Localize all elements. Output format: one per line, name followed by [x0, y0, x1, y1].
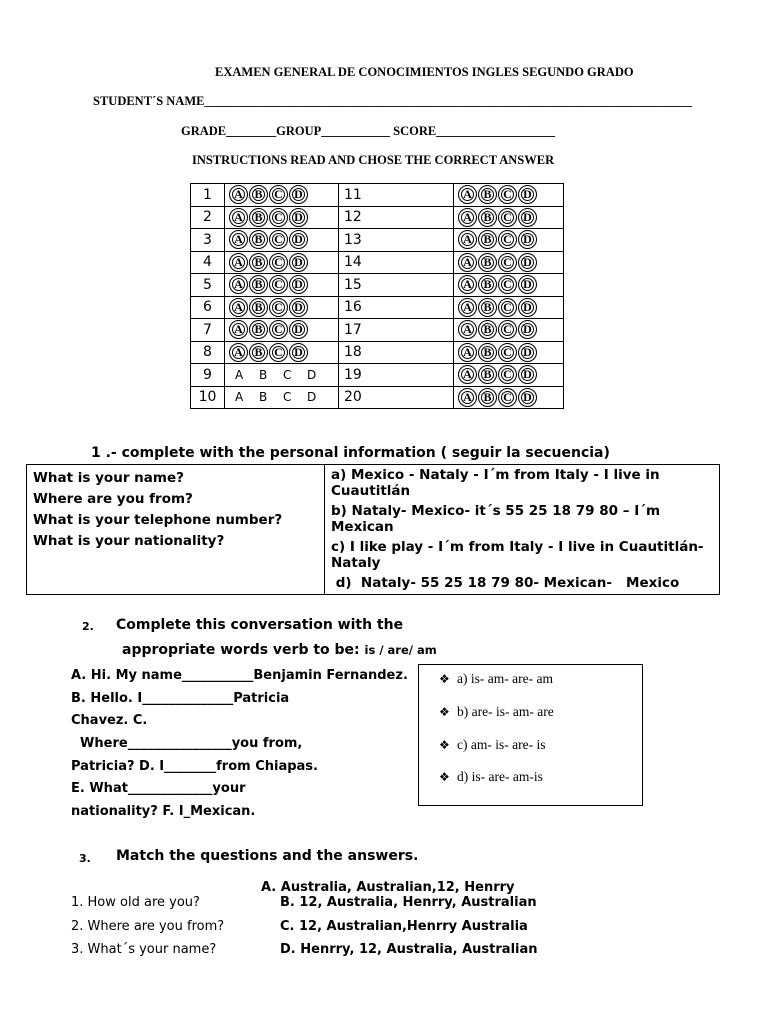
bubble-b-icon[interactable]: B: [478, 253, 497, 272]
section1-options: [325, 465, 719, 594]
bubble-a-icon[interactable]: A: [458, 365, 477, 384]
bubble-a-icon[interactable]: A: [229, 343, 248, 362]
section3-answer-d[interactable]: D. Henrry, 12, Australia, Australian: [280, 942, 538, 957]
bubble-d-icon[interactable]: D: [518, 185, 537, 204]
question-number: 9: [191, 364, 225, 387]
question-number: 14: [339, 251, 454, 274]
question-number: 6: [191, 296, 225, 319]
bubble-a-icon[interactable]: A: [229, 230, 248, 249]
section3-number: 3.: [79, 852, 91, 865]
question-number: 10: [191, 386, 225, 409]
question-number: 13: [339, 229, 454, 252]
answer-options-right-4: [454, 251, 564, 274]
bubble-a-icon[interactable]: A: [458, 343, 477, 362]
bubble-d-icon[interactable]: D: [518, 230, 537, 249]
bubble-d-icon[interactable]: D: [289, 320, 308, 339]
question-telephone: What is your telephone number?: [33, 512, 283, 528]
answer-options-left-9: [225, 364, 339, 387]
section2-option-d[interactable]: [439, 769, 543, 785]
bubble-c-icon[interactable]: C: [498, 230, 517, 249]
conversation-line-a: A. Hi. My name___________Benjamin Fernandez.: [71, 668, 408, 683]
bubble-b-icon[interactable]: B: [478, 365, 497, 384]
bubble-b-icon[interactable]: B: [478, 298, 497, 317]
question-number: 20: [339, 386, 454, 409]
conversation-line-d: Patricia? D. I________from Chiapas.: [71, 759, 318, 774]
answer-options-left-8: [225, 341, 339, 364]
question-number: 2: [191, 206, 225, 229]
exam-title: EXAMEN GENERAL DE CONOCIMIENTOS INGLES SEGUNDO GRADO: [215, 65, 634, 79]
question-nationality: What is your nationality?: [33, 533, 225, 549]
conversation-line-b: B. Hello. I______________Patricia: [71, 691, 290, 706]
bubble-a-icon[interactable]: A: [458, 208, 477, 227]
bubble-d-icon[interactable]: D: [518, 298, 537, 317]
grid-row: [191, 274, 564, 297]
section2-option-c[interactable]: [439, 737, 545, 753]
bubble-a-icon[interactable]: A: [229, 320, 248, 339]
bubble-c-icon[interactable]: C: [269, 230, 288, 249]
bubble-b-icon[interactable]: B: [259, 390, 268, 405]
bubble-a-icon[interactable]: A: [458, 320, 477, 339]
question-number: 7: [191, 319, 225, 342]
bubble-c-icon[interactable]: C: [269, 253, 288, 272]
section3-answer-b[interactable]: B. 12, Australia, Henrry, Australian: [280, 895, 537, 910]
bubble-c-icon[interactable]: C: [498, 388, 517, 407]
bubble-b-icon[interactable]: B: [478, 208, 497, 227]
section2-option-a[interactable]: [439, 671, 553, 687]
bubble-c-icon[interactable]: C: [269, 275, 288, 294]
bubble-c-icon[interactable]: C: [269, 320, 288, 339]
section1-option-d[interactable]: d) Nataly- 55 25 18 79 80- Mexican- Mexico: [331, 575, 680, 591]
section2-title-hint: is / are/ am: [364, 643, 437, 657]
bubble-d-icon[interactable]: D: [518, 320, 537, 339]
bubble-d-icon[interactable]: D: [518, 343, 537, 362]
grid-row: [191, 386, 564, 409]
section2-option-d-label: d) is- are- am-is: [457, 769, 543, 784]
answer-options-right-8: [454, 341, 564, 364]
section1-table: [26, 464, 720, 595]
answer-options-right-10: [454, 386, 564, 409]
bubble-b-icon[interactable]: B: [249, 253, 268, 272]
section3-title: Match the questions and the answers.: [116, 848, 419, 864]
bubble-a-icon[interactable]: A: [229, 275, 248, 294]
bubble-c-icon[interactable]: C: [283, 367, 292, 382]
question-number: 19: [339, 364, 454, 387]
bubble-a-icon[interactable]: A: [458, 388, 477, 407]
answer-options-left-2: [225, 206, 339, 229]
answer-options-right-7: [454, 319, 564, 342]
bubble-b-icon[interactable]: B: [478, 320, 497, 339]
answer-options-left-5: [225, 274, 339, 297]
bubble-c-icon[interactable]: C: [283, 390, 292, 405]
diamond-bullet-icon: ❖: [439, 672, 450, 686]
bubble-c-icon[interactable]: C: [498, 253, 517, 272]
bubble-c-icon[interactable]: C: [498, 298, 517, 317]
bubble-c-icon[interactable]: C: [498, 320, 517, 339]
section2-option-c-label: c) am- is- are- is: [457, 737, 546, 752]
section2-title-text: appropriate words verb to be:: [122, 642, 360, 658]
bubble-d-icon[interactable]: D: [289, 230, 308, 249]
bubble-b-icon[interactable]: B: [478, 185, 497, 204]
grid-row: [191, 296, 564, 319]
answer-options-right-6: [454, 296, 564, 319]
conversation-line-b2: Chavez. C.: [71, 713, 148, 728]
bubble-c-icon[interactable]: C: [498, 365, 517, 384]
diamond-bullet-icon: ❖: [439, 705, 450, 719]
question-number: 4: [191, 251, 225, 274]
answer-options-left-1: [225, 184, 339, 207]
question-number: 3: [191, 229, 225, 252]
bubble-b-icon[interactable]: B: [249, 185, 268, 204]
bubble-a-icon[interactable]: A: [458, 253, 477, 272]
answer-options-left-3: [225, 229, 339, 252]
question-number: 15: [339, 274, 454, 297]
bubble-b-icon[interactable]: B: [478, 343, 497, 362]
bubble-a-icon[interactable]: A: [229, 298, 248, 317]
section2-option-b-label: b) are- is- am- are: [457, 704, 554, 719]
bubble-d-icon[interactable]: D: [518, 253, 537, 272]
bubble-a-icon[interactable]: A: [229, 253, 248, 272]
bubble-a-icon[interactable]: A: [235, 367, 244, 382]
bubble-a-icon[interactable]: A: [235, 390, 244, 405]
question-name: What is your name?: [33, 470, 184, 486]
answer-options-right-5: [454, 274, 564, 297]
bubble-d-icon[interactable]: D: [289, 253, 308, 272]
answer-options-left-6: [225, 296, 339, 319]
bubble-a-icon[interactable]: A: [229, 208, 248, 227]
bubble-d-icon[interactable]: D: [289, 275, 308, 294]
bubble-d-icon[interactable]: D: [289, 208, 308, 227]
conversation-line-e: E. What_____________your: [71, 781, 246, 796]
section1-title: 1 .- complete with the personal information ( seguir la secuencia): [91, 445, 610, 461]
bubble-b-icon[interactable]: B: [249, 230, 268, 249]
answer-options-right-1: [454, 184, 564, 207]
bubble-c-icon[interactable]: C: [498, 275, 517, 294]
grid-row: [191, 251, 564, 274]
bubble-a-icon[interactable]: A: [458, 185, 477, 204]
section3-answer-a[interactable]: A. Australia, Australian,12, Henrry: [261, 880, 515, 895]
bubble-c-icon[interactable]: C: [269, 343, 288, 362]
question-number: 16: [339, 296, 454, 319]
bubble-d-icon[interactable]: D: [289, 298, 308, 317]
answer-options-left-10: [225, 386, 339, 409]
bubble-d-icon[interactable]: D: [518, 208, 537, 227]
section1-option-a[interactable]: a) Mexico - Nataly - I´m from Italy - I live in Cuautitlán: [331, 467, 660, 499]
bubble-d-icon[interactable]: D: [307, 367, 317, 382]
bubble-b-icon[interactable]: B: [249, 298, 268, 317]
section3-question-3: 3. What´s your name?: [71, 942, 217, 957]
section2-title-line1: Complete this conversation with the: [116, 617, 404, 633]
instructions: INSTRUCTIONS READ AND CHOSE THE CORRECT ANSWER: [192, 153, 555, 167]
bubble-c-icon[interactable]: C: [269, 298, 288, 317]
section2-option-a-label: a) is- am- are- am: [457, 671, 553, 686]
grid-row: [191, 184, 564, 207]
diamond-bullet-icon: ❖: [439, 770, 450, 784]
bubble-c-icon[interactable]: C: [269, 208, 288, 227]
answer-options-right-2: [454, 206, 564, 229]
question-number: 8: [191, 341, 225, 364]
answer-options-right-3: [454, 229, 564, 252]
answer-grid: [190, 183, 564, 409]
bubble-c-icon[interactable]: C: [498, 343, 517, 362]
section3-question-1: 1. How old are you?: [71, 895, 200, 910]
bubble-a-icon[interactable]: A: [229, 185, 248, 204]
bubble-b-icon[interactable]: B: [249, 320, 268, 339]
section1-option-b[interactable]: b) Nataly- Mexico- it´s 55 25 18 79 80 – I´m Mexican: [331, 503, 661, 535]
question-origin: Where are you from?: [33, 491, 193, 507]
section3-question-2: 2. Where are you from?: [71, 919, 225, 934]
conversation-line-f: nationality? F. I_Mexican.: [71, 804, 256, 819]
section2-number: 2.: [82, 620, 94, 633]
diamond-bullet-icon: ❖: [439, 738, 450, 752]
grid-row: [191, 319, 564, 342]
bubble-a-icon[interactable]: A: [458, 298, 477, 317]
question-number: 11: [339, 184, 454, 207]
section2-options-box: [418, 664, 643, 806]
section1-option-c[interactable]: c) I like play - I´m from Italy - I live in Cuautitlán- Nataly: [331, 539, 704, 571]
bubble-d-icon[interactable]: D: [518, 388, 537, 407]
bubble-d-icon[interactable]: D: [518, 365, 537, 384]
section3-answer-c[interactable]: C. 12, Australian,Henrry Australia: [280, 919, 528, 934]
student-name-field[interactable]: STUDENT´S NAME______________________________________________________________________________: [93, 94, 692, 108]
answer-options-right-9: [454, 364, 564, 387]
conversation-line-c: Where________________you from,: [71, 736, 303, 751]
bubble-a-icon[interactable]: A: [458, 275, 477, 294]
section1-questions: [27, 465, 325, 594]
bubble-c-icon[interactable]: C: [498, 208, 517, 227]
section2-title-line2: [122, 642, 437, 658]
bubble-d-icon[interactable]: D: [307, 390, 317, 405]
bubble-d-icon[interactable]: D: [289, 185, 308, 204]
question-number: 17: [339, 319, 454, 342]
bubble-c-icon[interactable]: C: [269, 185, 288, 204]
bubble-b-icon[interactable]: B: [478, 275, 497, 294]
answer-options-left-4: [225, 251, 339, 274]
question-number: 18: [339, 341, 454, 364]
grid-row: [191, 341, 564, 364]
grade-group-score-line[interactable]: GRADE________GROUP___________ SCORE___________________: [181, 124, 555, 138]
question-number: 12: [339, 206, 454, 229]
grid-row: [191, 206, 564, 229]
bubble-b-icon[interactable]: B: [249, 208, 268, 227]
section2-option-b[interactable]: [439, 704, 554, 720]
bubble-c-icon[interactable]: C: [498, 185, 517, 204]
bubble-b-icon[interactable]: B: [259, 367, 268, 382]
grid-row: [191, 364, 564, 387]
answer-options-left-7: [225, 319, 339, 342]
bubble-d-icon[interactable]: D: [289, 343, 308, 362]
bubble-b-icon[interactable]: B: [478, 388, 497, 407]
bubble-d-icon[interactable]: D: [518, 275, 537, 294]
question-number: 1: [191, 184, 225, 207]
bubble-b-icon[interactable]: B: [478, 230, 497, 249]
bubble-a-icon[interactable]: A: [458, 230, 477, 249]
question-number: 5: [191, 274, 225, 297]
bubble-b-icon[interactable]: B: [249, 343, 268, 362]
grid-row: [191, 229, 564, 252]
bubble-b-icon[interactable]: B: [249, 275, 268, 294]
